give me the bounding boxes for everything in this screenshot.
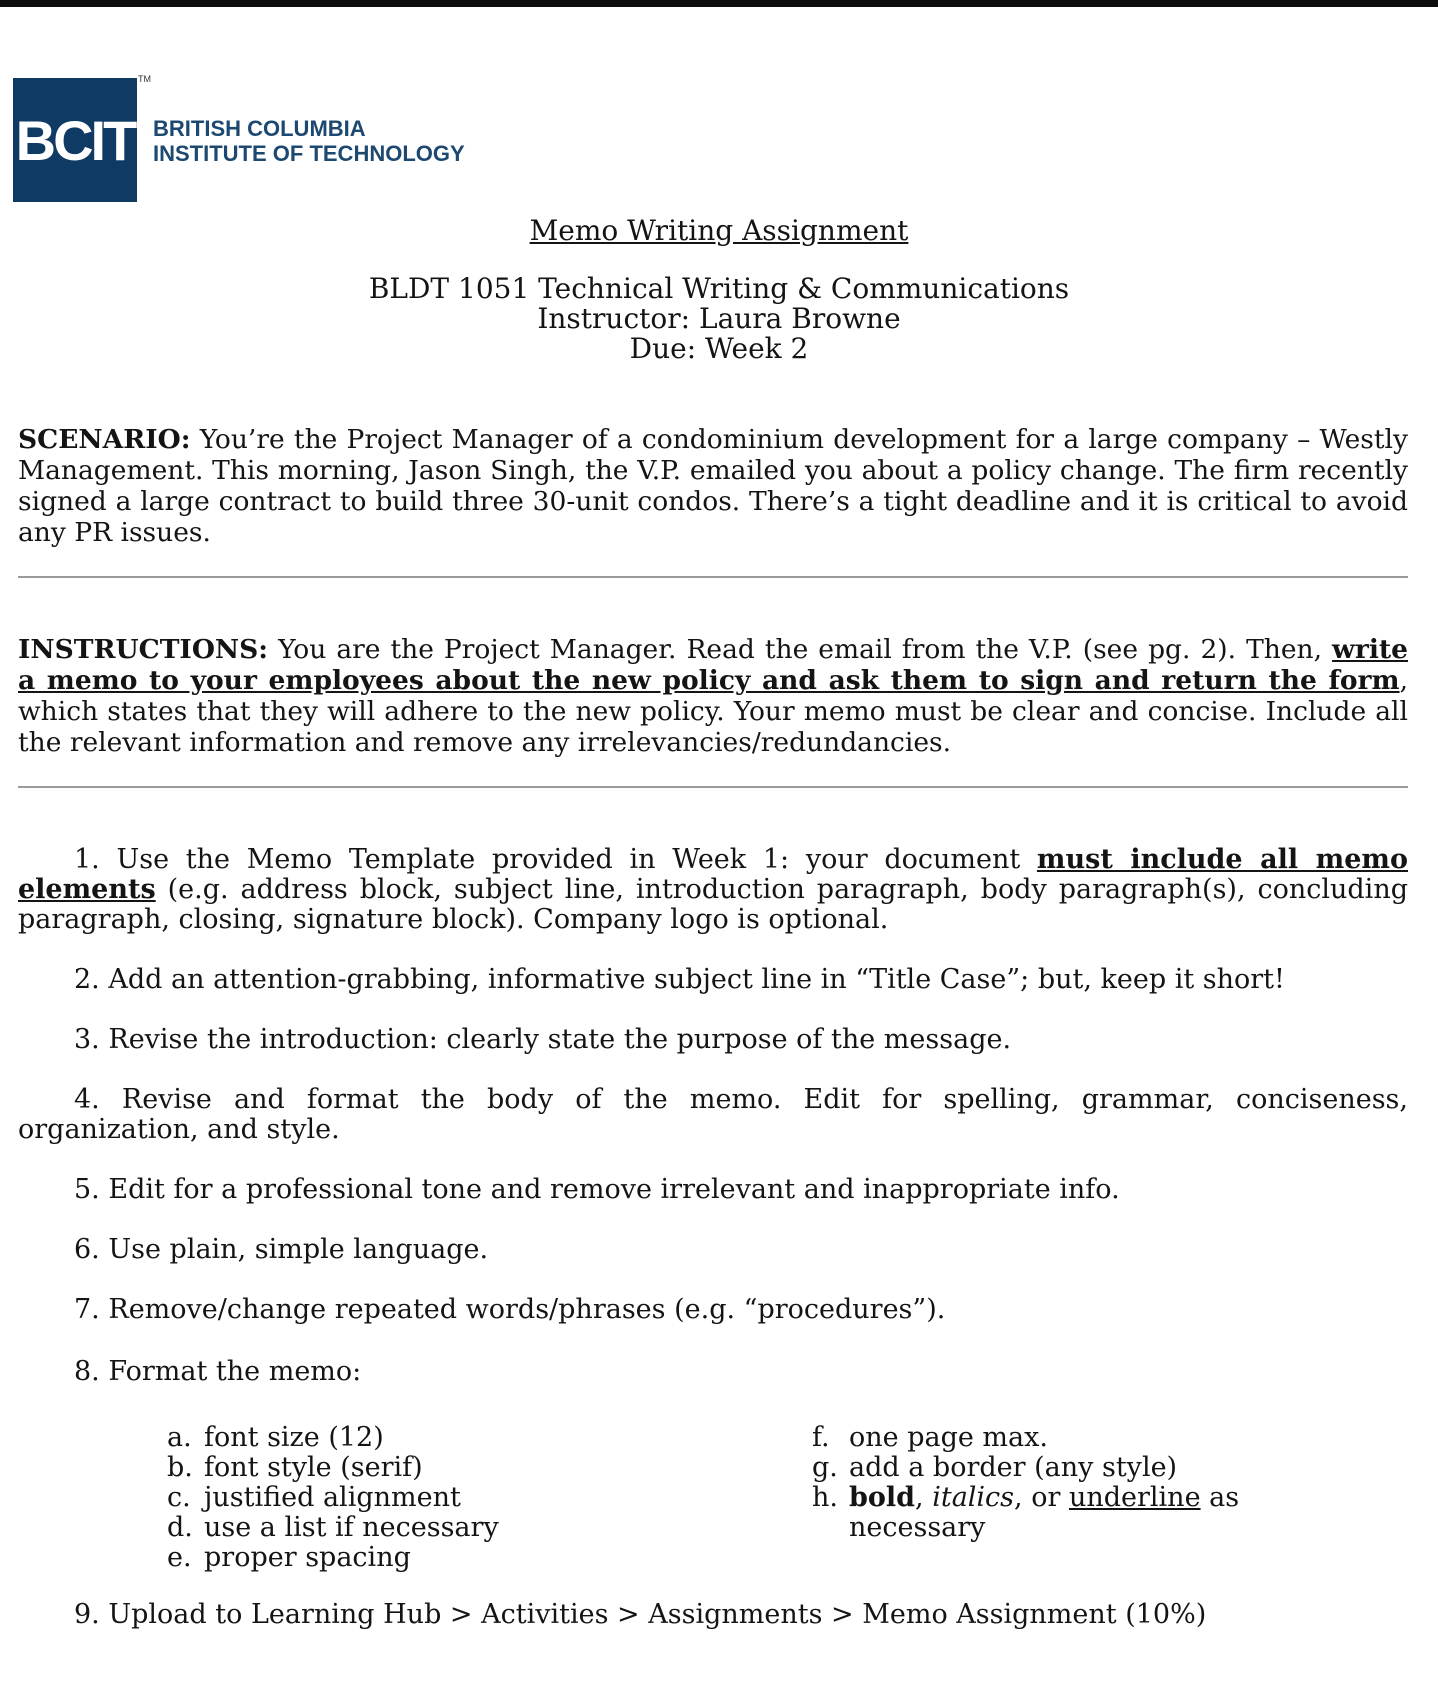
format-item: a. font size (12)	[167, 1422, 384, 1453]
instructions-text-end: , which states that they will adhere to the new policy. Your memo must be clear and concise. Include all the relevant information and remove any irrelevancies/redundancies.	[18, 665, 1408, 758]
divider	[18, 576, 1408, 578]
bcit-logo: BCIT	[13, 78, 137, 202]
list-item: 8. Format the memo:	[74, 1356, 362, 1387]
document-title: Memo Writing Assignment	[529, 214, 909, 247]
format-item: c. justified alignment	[167, 1482, 461, 1513]
format-item: b. font style (serif)	[167, 1452, 423, 1483]
format-item: g. add a border (any style)	[812, 1452, 1178, 1483]
divider	[18, 786, 1408, 788]
institute-name-line1: BRITISH COLUMBIA	[153, 116, 366, 141]
list-item: 7. Remove/change repeated words/phrases (e.g. “procedures”).	[74, 1294, 946, 1325]
instructor: Instructor: Laura Browne	[537, 302, 901, 335]
institute-name	[153, 116, 465, 166]
list-item: 9. Upload to Learning Hub > Activities > Assignments > Memo Assignment (10%)	[74, 1599, 1207, 1630]
list-item: 4. Revise and format the body of the memo. Edit for spelling, grammar, conciseness, organization, and style.	[18, 1084, 1408, 1145]
format-list-left	[167, 1423, 767, 1573]
format-item: h. bold, italics, or underline as necessary	[812, 1482, 1240, 1543]
list-item: 2. Add an attention-grabbing, informative subject line in “Title Case”; but, keep it short!	[74, 964, 1285, 995]
scenario-label: SCENARIO:	[18, 424, 191, 455]
list-item: 5. Edit for a professional tone and remove irrelevant and inappropriate info.	[74, 1174, 1120, 1205]
format-item: d. use a list if necessary	[167, 1512, 499, 1543]
due-date: Due: Week 2	[629, 332, 809, 365]
list-item: 1. Use the Memo Template provided in Week 1: your document must include all memo elements (e.g. address block, subject line, introduction paragraph, body paragraph(s), concluding paragraph, closing, signature block). Company logo is optional.	[18, 844, 1408, 935]
step-emphasis: must include all memo elements	[18, 844, 1408, 905]
instructions-paragraph	[18, 634, 1408, 758]
list-item: 6. Use plain, simple language.	[74, 1234, 489, 1265]
format-item: e. proper spacing	[167, 1542, 411, 1573]
format-item: f. one page max.	[812, 1422, 1048, 1453]
format-list-right	[812, 1423, 1372, 1543]
scenario-text: You’re the Project Manager of a condominium development for a large company – Westly Management. This morning, Jason Singh, the V.P. emailed you about a policy change. The firm recently signed a large contract to build three 30-unit condos. There’s a tight deadline and it is critical to avoid any PR issues.	[18, 424, 1408, 548]
top-border	[0, 0, 1438, 7]
instructions-emphasis: write a memo to your employees about the new policy and ask them to sign and return the form	[18, 634, 1408, 696]
instructions-label: INSTRUCTIONS:	[18, 634, 269, 665]
trademark-mark: TM	[138, 74, 151, 84]
institute-name-line2: INSTITUTE OF TECHNOLOGY	[153, 141, 465, 166]
instructions-text: You are the Project Manager. Read the email from the V.P. (see pg. 2). Then,	[268, 634, 1333, 665]
course-info	[0, 274, 1438, 364]
course-name: BLDT 1051 Technical Writing & Communications	[368, 272, 1070, 305]
scenario-paragraph	[18, 424, 1408, 548]
list-item: 3. Revise the introduction: clearly state the purpose of the message.	[74, 1024, 1012, 1055]
